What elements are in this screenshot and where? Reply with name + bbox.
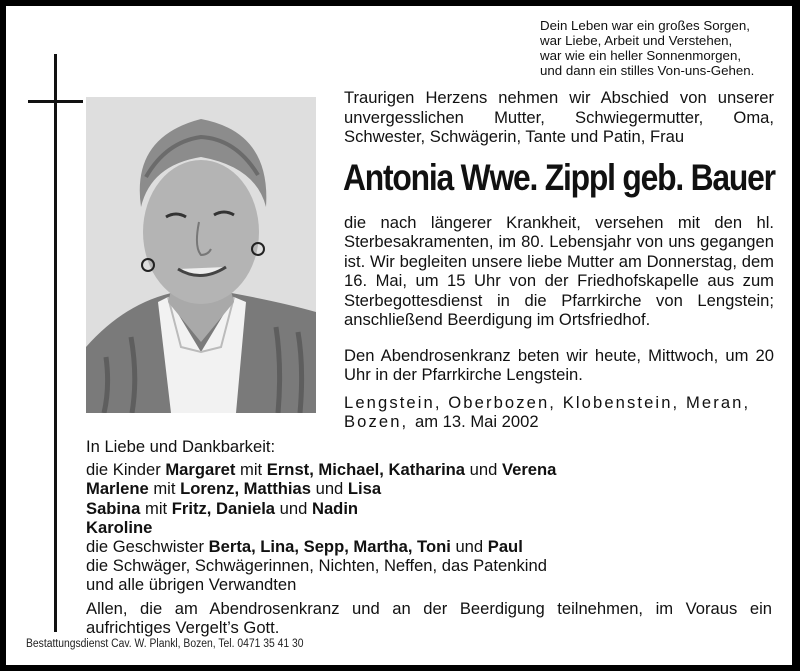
intro-text: Traurigen Herzens nehmen wir Abschied von unserer unvergesslichen Mutter, Schwiegermutter, Oma, Schwester, Schwägerin, Tante und Patin, Frau xyxy=(344,88,774,147)
date: am 13. Mai 2002 xyxy=(414,412,539,432)
poem-line: war Liebe, Arbeit und Verstehen, xyxy=(540,33,733,48)
funeral-home-footer: Bestattungsdienst Cav. W. Plankl, Bozen, Tel. 0471 35 41 30 xyxy=(26,638,304,650)
poem-line: und dann ein stilles Von-uns-Gehen. xyxy=(540,63,755,78)
portrait-image xyxy=(86,97,316,413)
cross-icon-horizontal xyxy=(28,100,83,103)
place-and-date xyxy=(344,393,774,432)
mourners-line: die Kinder Margaret mit Ernst, Michael, Katharina und Verena xyxy=(86,460,557,480)
poem-line: war wie ein heller Sonnenmorgen, xyxy=(540,48,742,63)
obituary-card xyxy=(6,6,792,665)
places: Lengstein, Oberbozen, Klobenstein, Meran, Bozen, xyxy=(344,393,751,432)
mourners-line: und alle übrigen Verwandten xyxy=(86,575,297,595)
portrait-photo xyxy=(86,97,316,413)
memorial-poem xyxy=(540,18,790,78)
poem-line: Dein Leben war ein großes Sorgen, xyxy=(540,18,750,33)
deceased-name: Antonia Wwe. Zippl geb. Bauer xyxy=(343,157,775,198)
mourners-heading: In Liebe und Dankbarkeit: xyxy=(86,437,276,456)
funeral-details: die nach längerer Krankheit, versehen mit den hl. Sterbesakramenten, im 80. Lebensjahr von uns gegangen ist. Wir begleiten unsere liebe Mutter am Donnerstag, dem 16. Mai, um 15 Uhr von der Friedhofskapelle aus zum Sterbegottesdienst in die Pfarrkirche von Lengstein; anschließend Beerdigung im Ortsfriedhof. xyxy=(344,213,774,330)
mourners-line: Marlene mit Lorenz, Matthias und Lisa xyxy=(86,479,382,499)
mourners-line: Sabina mit Fritz, Daniela und Nadin xyxy=(86,498,359,518)
mourners-line: die Schwäger, Schwägerinnen, Nichten, Neffen, das Patenkind xyxy=(86,556,547,576)
rosary-notice: Den Abendrosenkranz beten wir heute, Mittwoch, um 20 Uhr in der Pfarrkirche Lengstein. xyxy=(344,346,774,385)
mourners-list xyxy=(86,437,786,595)
mourners-line: Karoline xyxy=(86,517,153,537)
thanks-line: aufrichtiges Vergelt’s Gott. xyxy=(86,618,280,638)
cross-icon-vertical xyxy=(54,54,57,632)
mourners-line: die Geschwister Berta, Lina, Sepp, Martha, Toni und Paul xyxy=(86,537,523,557)
thanks-note xyxy=(86,599,772,638)
thanks-line: Allen, die am Abendrosenkranz und an der Beerdigung teilnehmen, im Voraus ein xyxy=(86,599,772,618)
